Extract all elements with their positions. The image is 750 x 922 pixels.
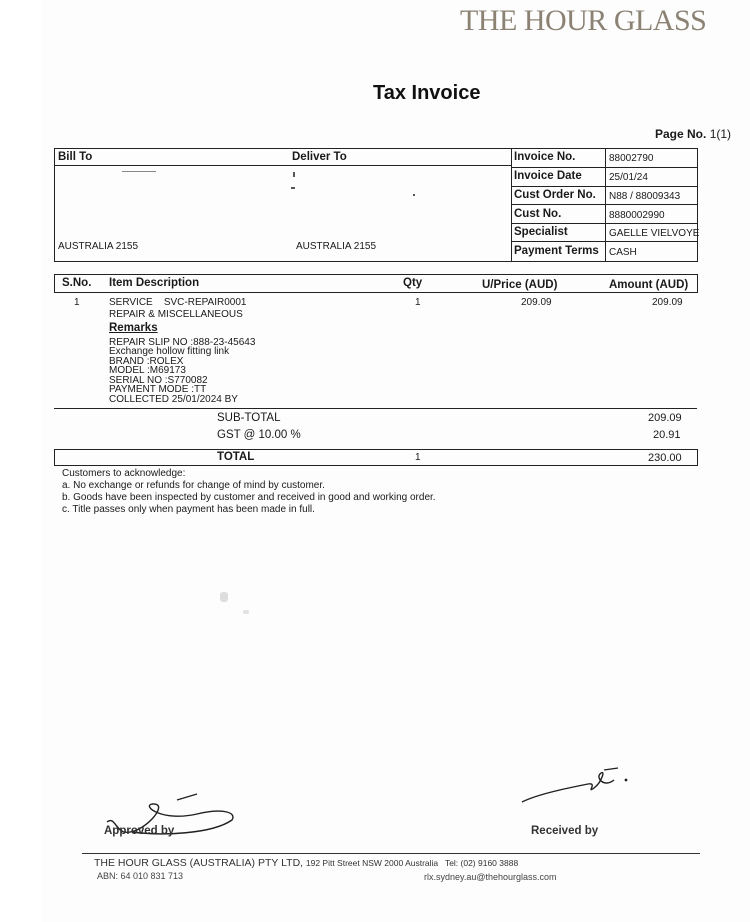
footer-company: THE HOUR GLASS (AUSTRALIA) PTY LTD, — [94, 857, 304, 869]
remarks-line: Exchange hollow fitting link — [109, 346, 230, 357]
deliver-to-label: Deliver To — [292, 151, 347, 163]
meta-label-cust-no: Cust No. — [514, 208, 562, 220]
acknowledgement-heading: Customers to acknowledge: — [62, 468, 186, 479]
meta-value-invoice-no: 88002790 — [609, 153, 654, 164]
remarks-line: MODEL :M69173 — [109, 365, 186, 376]
page-number — [655, 127, 731, 141]
subtotal-value: 209.09 — [648, 412, 682, 424]
footer-address: 192 Pitt Street NSW 2000 Australia — [305, 858, 439, 868]
meta-value-payment-terms: CASH — [609, 247, 637, 258]
meta-label-invoice-no: Invoice No. — [514, 151, 576, 163]
col-header-amount: Amount (AUD) — [609, 279, 689, 291]
item-line1: SERVICE SVC-REPAIR0001 — [109, 297, 247, 308]
remarks-line: COLLECTED 25/01/2024 BY — [109, 394, 238, 405]
invoice-page — [42, 0, 750, 922]
meta-value-cust-no: 8880002990 — [609, 210, 665, 221]
acknowledgement-item: a. No exchange or refunds for change of mind by customer. — [62, 480, 325, 491]
acknowledgement-item: b. Goods have been inspected by customer and received in good and working order. — [62, 492, 436, 503]
footer-abn: ABN: 64 010 831 713 — [97, 871, 184, 881]
meta-value-specialist: GAELLE VIELVOYE — [609, 228, 700, 239]
total-label: TOTAL — [217, 451, 255, 463]
page-number-label: Page No. — [655, 127, 707, 141]
page-title: Tax Invoice — [373, 82, 481, 104]
bill-to-label: Bill To — [58, 151, 93, 163]
receiver-signature — [518, 764, 638, 809]
item-sno: 1 — [74, 297, 80, 308]
footer-email: rlx.sydney.au@thehourglass.com — [424, 872, 557, 882]
meta-label-specialist: Specialist — [514, 226, 568, 238]
item-qty: 1 — [415, 297, 421, 308]
col-header-description: Item Description — [109, 277, 200, 289]
item-amount: 209.09 — [652, 297, 683, 308]
subtotal-divider — [54, 408, 697, 409]
remarks-line: SERIAL NO :S770082 — [109, 375, 208, 386]
acknowledgement-item: c. Title passes only when payment has been made in full. — [62, 504, 315, 515]
footer-company-line — [94, 857, 518, 869]
deliver-to-address: AUSTRALIA 2155 — [296, 241, 377, 252]
remarks-line: REPAIR SLIP NO :888-23-45643 — [109, 337, 256, 348]
received-by-label: Received by — [531, 825, 599, 837]
total-row — [54, 449, 698, 466]
item-uprice: 209.09 — [521, 297, 552, 308]
item-line2: REPAIR & MISCELLANEOUS — [109, 309, 243, 320]
remarks-line: PAYMENT MODE :TT — [109, 384, 207, 395]
footer-divider — [82, 853, 700, 854]
meta-label-payment-terms: Payment Terms — [514, 245, 599, 257]
bill-to-address: AUSTRALIA 2155 — [58, 241, 139, 252]
total-qty: 1 — [415, 452, 421, 463]
remarks-line: BRAND :ROLEX — [109, 356, 184, 367]
col-header-uprice: U/Price (AUD) — [482, 279, 558, 291]
gst-label: GST @ 10.00 % — [217, 429, 301, 441]
footer-tel: Tel: (02) 9160 3888 — [444, 858, 519, 868]
meta-value-cust-order-no: N88 / 88009343 — [609, 191, 681, 202]
company-logo: THE HOUR GLASS — [460, 4, 707, 37]
meta-label-cust-order-no: Cust Order No. — [514, 189, 596, 201]
approved-by-label: Approved by — [104, 825, 175, 837]
subtotal-label: SUB-TOTAL — [217, 412, 281, 424]
gst-value: 20.91 — [653, 429, 681, 441]
meta-label-invoice-date: Invoice Date — [514, 170, 582, 182]
remarks-heading: Remarks — [109, 322, 158, 334]
meta-value-invoice-date: 25/01/24 — [609, 172, 648, 183]
total-value: 230.00 — [648, 452, 682, 464]
col-header-qty: Qty — [403, 277, 423, 289]
col-header-sno: S.No. — [62, 277, 92, 289]
page-number-value: 1(1) — [709, 127, 732, 141]
